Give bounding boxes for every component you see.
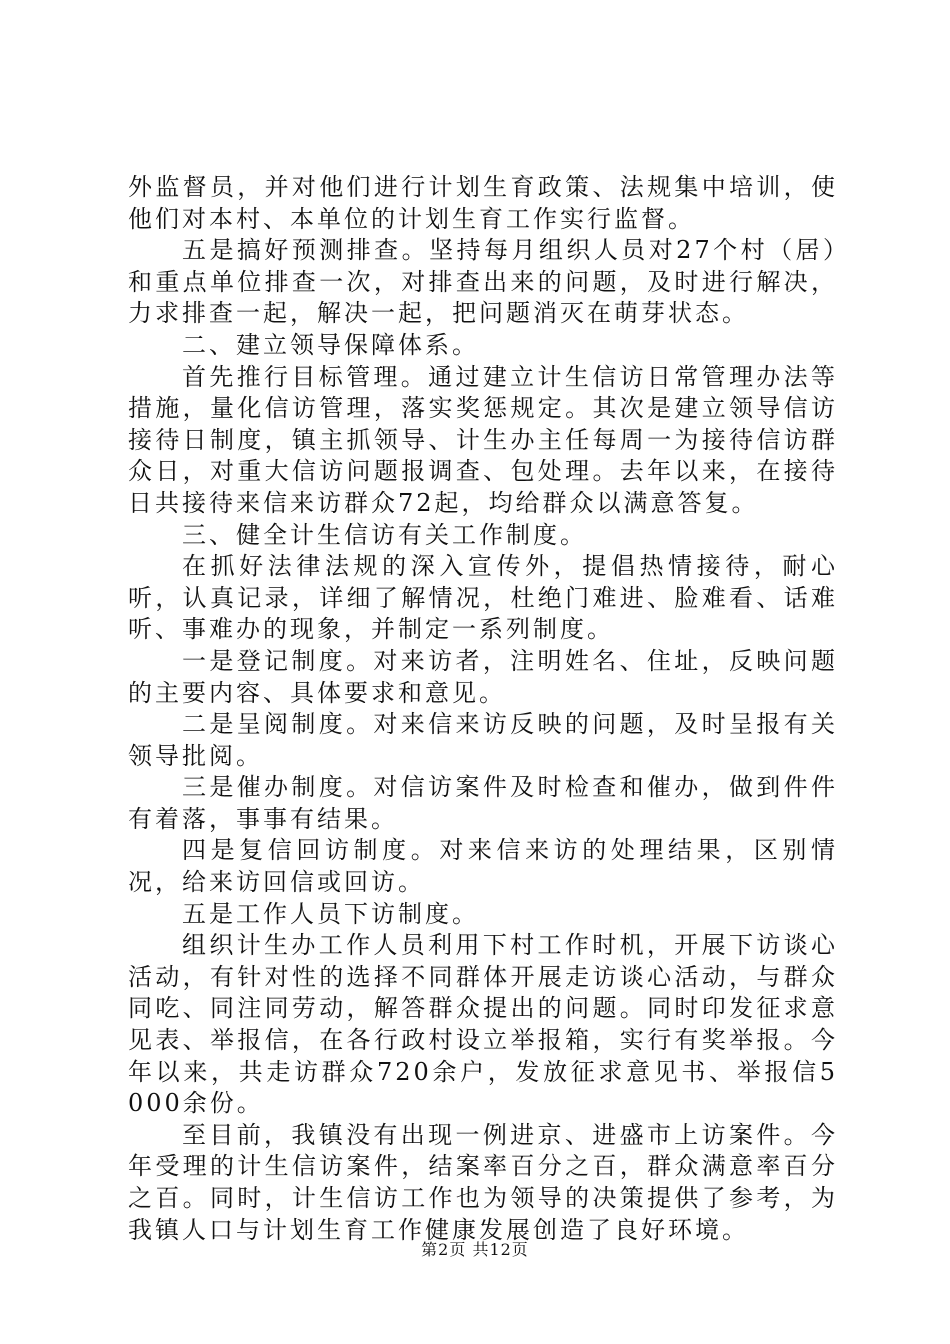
paragraph-forecast-screening: 五是搞好预测排查。坚持每月组织人员对27个村（居）和重点单位排查一次，对排查出来的问题，及时进行解决，力求排查一起，解决一起，把问题消灭在萌芽状态。 xyxy=(128,236,838,328)
paragraph-urging: 三是催办制度。对信访案件及时检查和催办，做到件件有着落，事事有结果。 xyxy=(128,773,838,833)
paragraph-field-visit-heading: 五是工作人员下访制度。 xyxy=(182,899,479,928)
paragraph-reception: 在抓好法律法规的深入宣传外，提倡热情接待，耐心听，认真记录，详细了解情况，杜绝门难进、脸难看、话难听、事难办的现象，并制定一系列制度。 xyxy=(128,552,838,644)
paragraph-review: 二是呈阅制度。对来信来访反映的问题，及时呈报有关领导批阅。 xyxy=(128,710,838,770)
paragraph-continuation: 外监督员，并对他们进行计划生育政策、法规集中培训，使他们对本村、本单位的计划生育工作实行监督。 xyxy=(128,173,838,233)
section-heading-leadership: 二、建立领导保障体系。 xyxy=(182,330,479,359)
paragraph-target-management: 首先推行目标管理。通过建立计生信访日常管理办法等措施，量化信访管理，落实奖惩规定。其次是建立领导信访接待日制度，镇主抓领导、计生办主任每周一为接待信访群众日，对重大信访问题报调查、包处理。去年以来，在接待日共接待来信来访群众72起，均给群众以满意答复。 xyxy=(128,362,838,517)
document-body xyxy=(128,172,838,1246)
paragraph-field-visit: 组织计生办工作人员利用下村工作时机，开展下访谈心活动，有针对性的选择不同群体开展走访谈心活动，与群众同吃、同注同劳动，解答群众提出的问题。同时印发征求意见表、举报信，在各行政村设立举报箱，实行有奖举报。今年以来，共走访群众720余户，发放征求意见书、举报信5000余份。 xyxy=(128,931,838,1118)
section-heading-systems: 三、健全计生信访有关工作制度。 xyxy=(182,520,587,549)
paragraph-conclusion: 至目前，我镇没有出现一例进京、进盛市上访案件。今年受理的计生信访案件，结案率百分之百，群众满意率百分之百。同时，计生信访工作也为领导的决策提供了参考，为我镇人口与计划生育工作健康发展创造了良好环境。 xyxy=(128,1120,838,1244)
paragraph-reply-visit: 四是复信回访制度。对来信来访的处理结果，区别情况，给来访回信或回访。 xyxy=(128,836,838,897)
page-number-footer: 第2页 共12页 xyxy=(421,1240,529,1259)
paragraph-registration: 一是登记制度。对来访者，注明姓名、住址，反映问题的主要内容、具体要求和意见。 xyxy=(128,646,838,707)
